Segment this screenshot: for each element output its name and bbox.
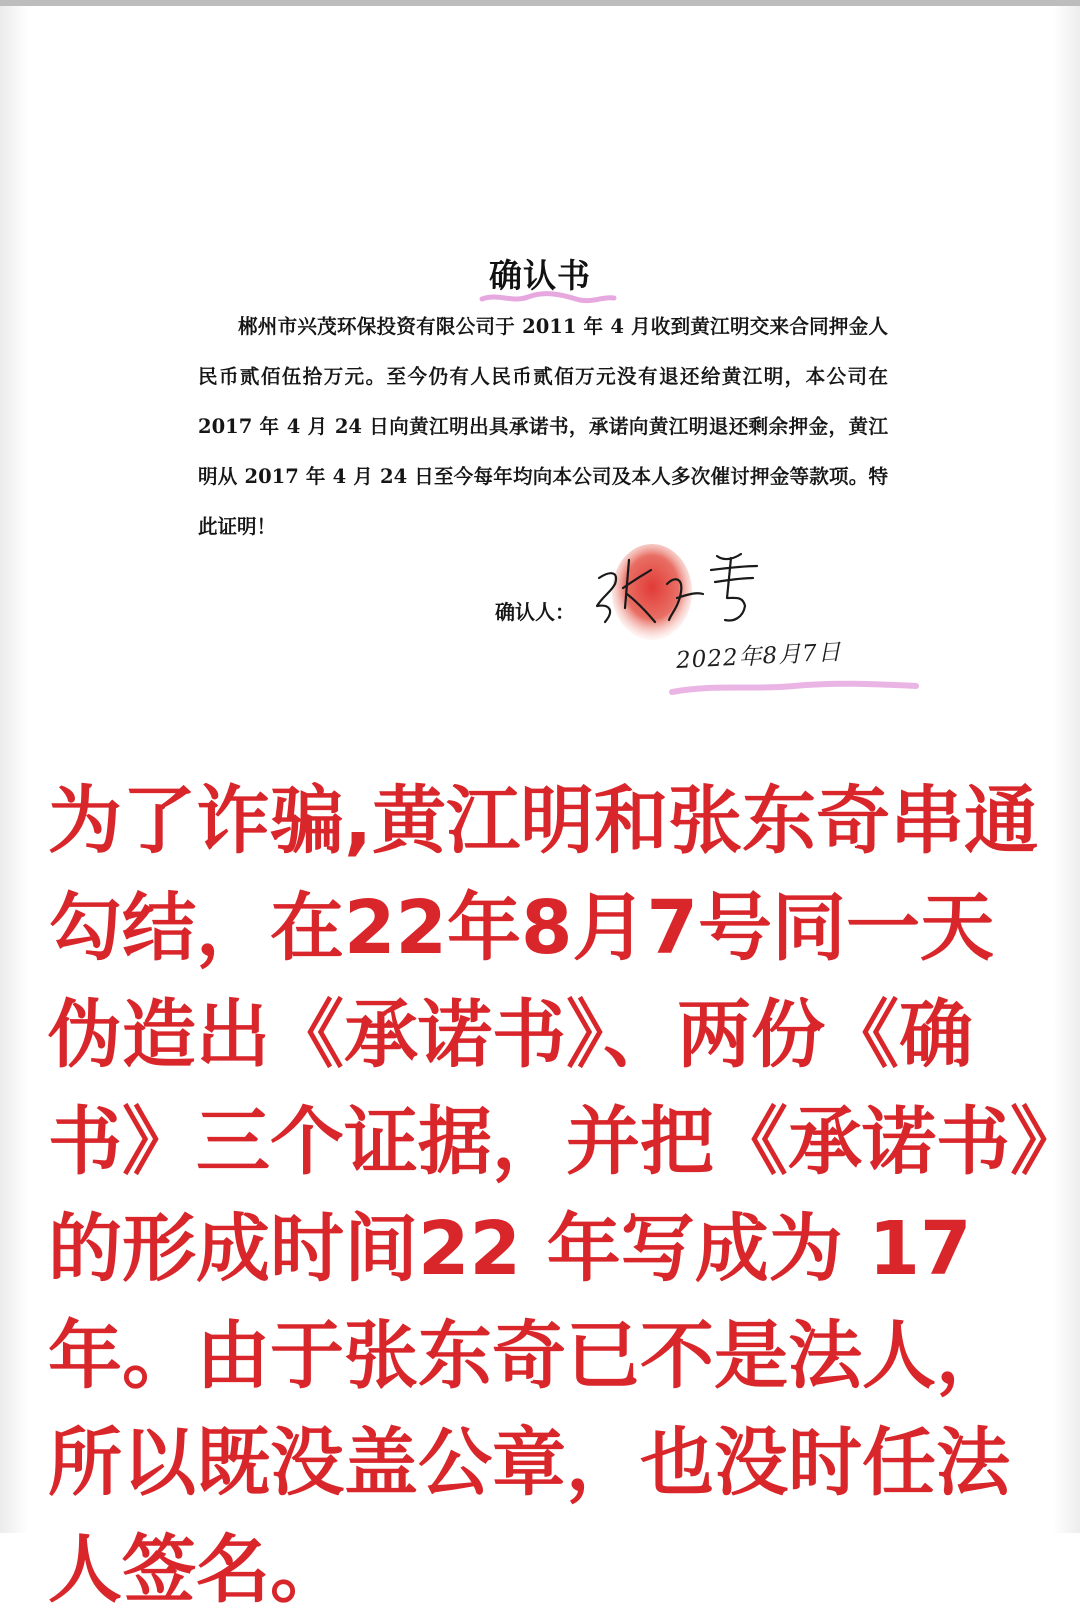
handwritten-date: 2022年8月7日 [675,639,843,674]
red-caption-text: 为了诈骗,黄江明和张东奇串通勾结，在22年8月7号同一天伪造出《承诺书》、两份《确书》三个证据，并把《承诺书》的形成时间22 年写成为 17 年。由于张东奇已不是法人，所以既没盖公章，也没时任法人签名。 [48,778,1047,1613]
handwritten-signature [585,548,770,638]
top-border [0,0,1080,6]
document-body: 郴州市兴茂环保投资有限公司于 2011 年 4 月收到黄江明交来合同押金人民币贰佰伍拾万元。至今仍有人民币贰佰万元没有退还给黄江明，本公司在 2017 年 4 月 24 日向黄江明出具承诺书，承诺向黄江明退还剩余押金，黄江明从 2017 年 4 月 24 日至今每年均向本公司及本人多次催讨押金等款项。特此证明！ [198,315,888,538]
confirmer-label: 确认人： [495,600,575,624]
document-title: 确认书 [489,256,591,295]
left-edge-shadow [0,6,28,1533]
